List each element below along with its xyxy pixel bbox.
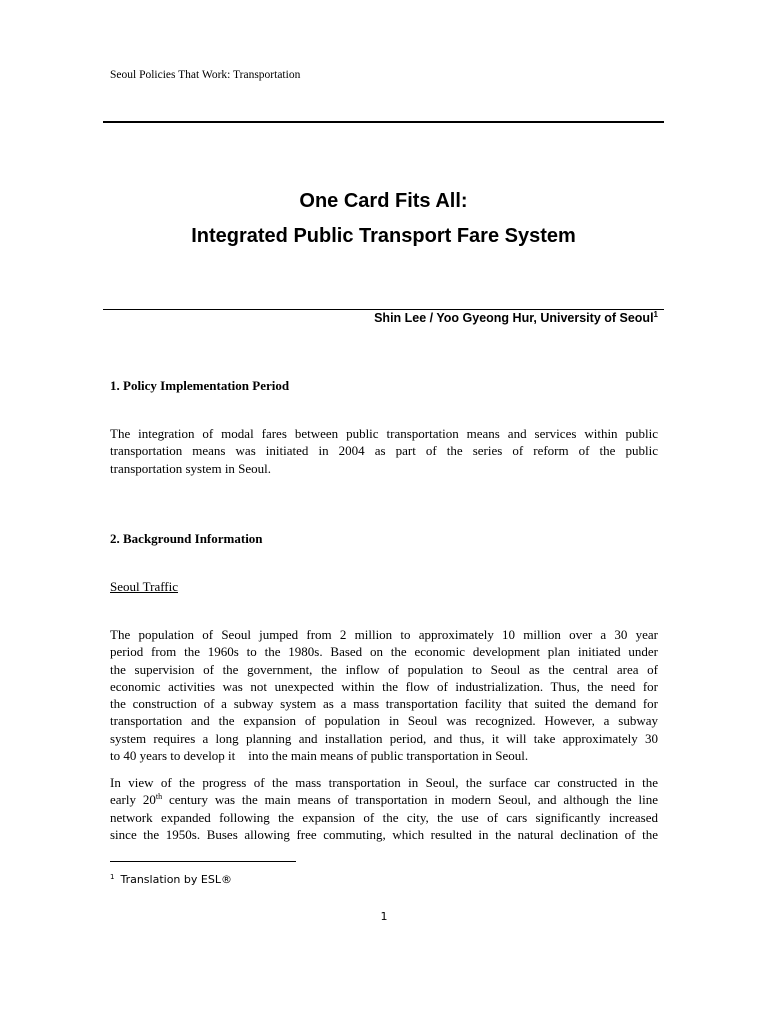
author-rule bbox=[103, 309, 664, 310]
paragraph-line: system requires a long planning and installation period, and thus, it will take approximately 30 bbox=[110, 730, 658, 746]
paragraph-line: the construction of a subway system as a mass transportation facility that suited the demand for bbox=[110, 696, 658, 712]
page-number: 1 bbox=[380, 910, 388, 923]
paragraph-line: transportation system in Seoul. bbox=[110, 460, 272, 476]
footnote bbox=[110, 873, 232, 886]
paragraph-line: to 40 years to develop it into the main means of public transportation in Seoul. bbox=[110, 748, 529, 764]
paragraph-line: The population of Seoul jumped from 2 million to approximately 10 million over a 30 year bbox=[110, 627, 658, 642]
footnote-text: Translation by ESL® bbox=[120, 873, 232, 886]
header-rule bbox=[103, 121, 664, 123]
section-2-paragraph-2 bbox=[110, 774, 658, 843]
section-2-paragraph-1 bbox=[110, 626, 658, 764]
authors-footnote-mark: 1 bbox=[653, 310, 658, 319]
paragraph-line: since the 1950s. Buses allowing free commuting, which resulted in the natural declination of the bbox=[110, 826, 658, 842]
title-line-1: One Card Fits All: bbox=[299, 190, 468, 212]
paragraph-fragment: early 20 bbox=[110, 792, 156, 808]
paragraph-line: transportation and the expansion of population in Seoul was recognized. However, a subway bbox=[110, 713, 658, 729]
paragraph-line: economic activities was not unexpected within the flow of industrialization. Thus, the need for bbox=[110, 678, 658, 694]
footnote-separator bbox=[110, 861, 296, 862]
paragraph-line: transportation means was initiated in 2004 as part of the series of reform of the public bbox=[110, 443, 658, 459]
paragraph-line: The integration of modal fares between public transportation means and services within public bbox=[110, 426, 658, 441]
authors-text: Shin Lee / Yoo Gyeong Hur, University of Seoul bbox=[374, 311, 654, 325]
footnote-mark: 1 bbox=[110, 873, 115, 881]
paragraph-line: the supervision of the government, the inflow of population to Seoul as the central area of bbox=[110, 661, 658, 677]
section-2-heading: 2. Background Information bbox=[110, 531, 263, 546]
paragraph-line bbox=[110, 791, 658, 808]
section-1-heading: 1. Policy Implementation Period bbox=[110, 378, 290, 393]
seoul-traffic-subheading: Seoul Traffic bbox=[110, 579, 179, 594]
paragraph-line: network expanded following the expansion of the city, the use of cars significantly increased bbox=[110, 809, 658, 825]
authors-byline bbox=[374, 311, 658, 325]
title-line-2: Integrated Public Transport Fare System bbox=[191, 225, 576, 247]
section-1-paragraph bbox=[110, 425, 658, 477]
superscript-th: th bbox=[155, 792, 163, 802]
paragraph-fragment: century was the main means of transportation in modern Seoul, and although the line bbox=[162, 792, 658, 808]
running-header: Seoul Policies That Work: Transportation bbox=[110, 69, 301, 81]
paragraph-line: In view of the progress of the mass transportation in Seoul, the surface car constructed in the bbox=[110, 775, 658, 790]
paragraph-line: period from the 1960s to the 1980s. Based on the economic development plan initiated under bbox=[110, 644, 658, 660]
